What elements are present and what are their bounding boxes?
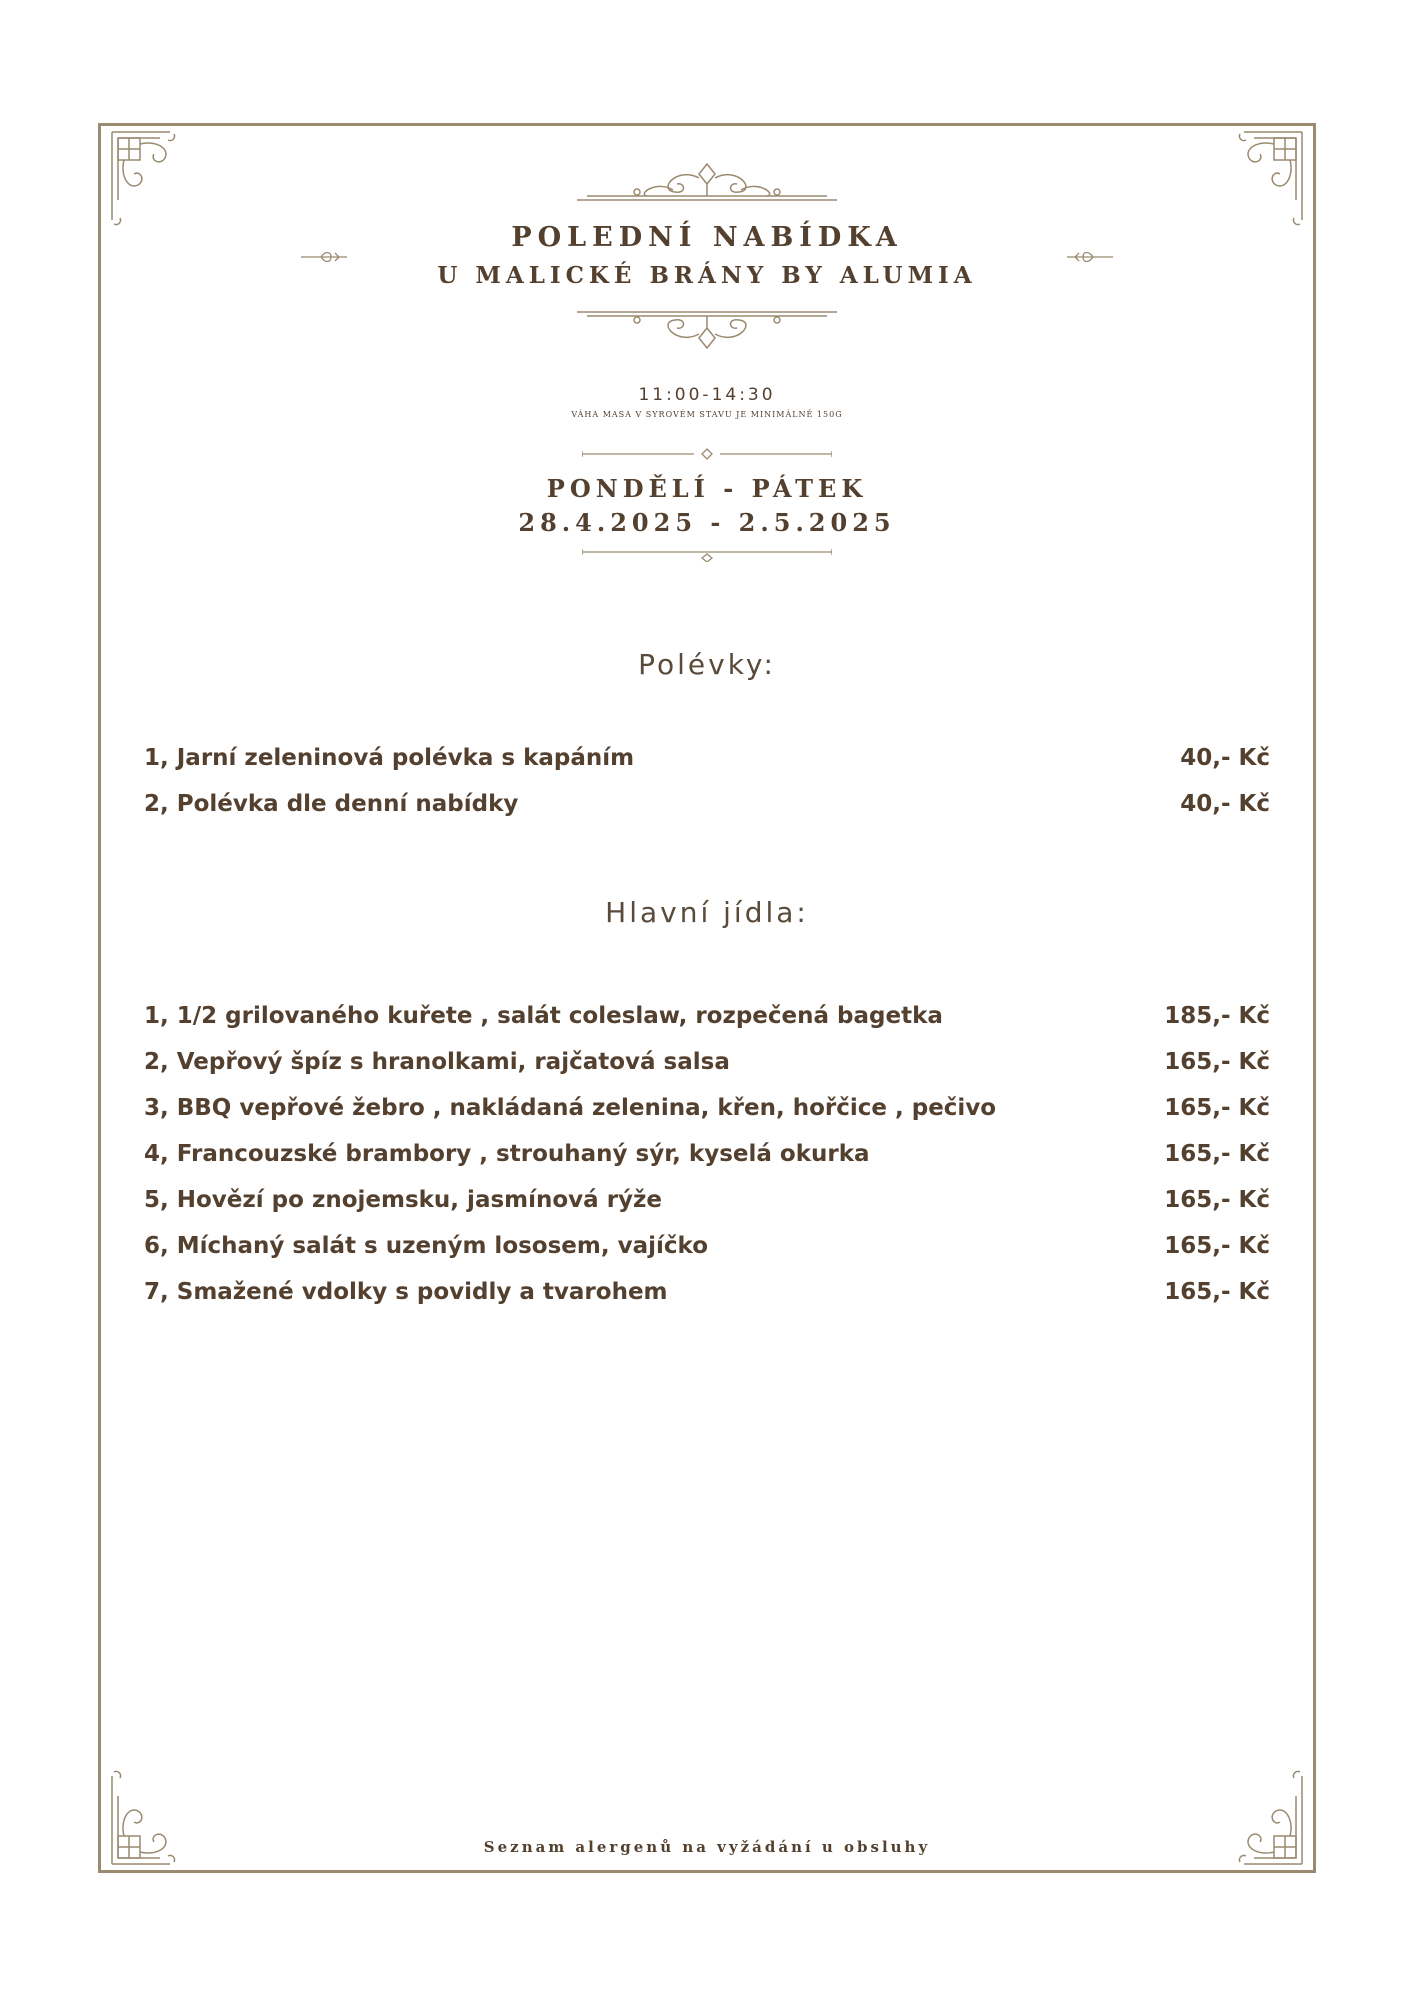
opening-hours: 11:00-14:30 <box>638 385 776 405</box>
weight-note: VÁHA MASA V SYROVÉM STAVU JE MINIMÁLNĚ 150G <box>571 410 843 419</box>
days-range: PONDĚLÍ - PÁTEK <box>546 474 868 503</box>
restaurant-name: U MALICKÉ BRÁNY BY ALUMIA <box>437 262 977 289</box>
dish-name: 2, Polévka dle denní nabídky <box>144 791 519 817</box>
dish-name: 5, Hovězí po znojemsku, jasmínová rýže <box>144 1187 663 1213</box>
corner-ornament-icon <box>110 130 180 230</box>
mains-heading: Hlavní jídla: <box>605 896 809 929</box>
dish-name: 4, Francouzské brambory , strouhaný sýr, kyselá okurka <box>144 1141 870 1167</box>
allergen-note: Seznam alergenů na vyžádání u obsluhy <box>483 1838 931 1856</box>
top-flourish-icon <box>577 160 837 206</box>
dish-price: 165,- Kč <box>1164 1187 1270 1213</box>
dish-price: 165,- Kč <box>1164 1279 1270 1305</box>
dish-name: 7, Smažené vdolky s povidly a tvarohem <box>144 1279 668 1305</box>
menu-title: POLEDNÍ NABÍDKA <box>511 222 903 253</box>
bottom-flourish-icon <box>577 306 837 352</box>
list-item <box>144 735 1270 781</box>
list-item <box>144 993 1270 1039</box>
dish-price: 185,- Kč <box>1164 1003 1270 1029</box>
dish-price: 40,- Kč <box>1180 745 1270 771</box>
list-item <box>144 1131 1270 1177</box>
divider-top-icon <box>582 448 832 460</box>
list-item <box>144 1177 1270 1223</box>
dish-name: 1, Jarní zeleninová polévka s kapáním <box>144 745 635 771</box>
date-range: 28.4.2025 - 2.5.2025 <box>518 508 896 537</box>
soups-heading: Polévky: <box>638 648 776 681</box>
dish-price: 40,- Kč <box>1180 791 1270 817</box>
list-item <box>144 781 1270 827</box>
dish-name: 3, BBQ vepřové žebro , nakládaná zelenina, křen, hořčice , pečivo <box>144 1095 997 1121</box>
dish-price: 165,- Kč <box>1164 1049 1270 1075</box>
list-item <box>144 1269 1270 1315</box>
dish-price: 165,- Kč <box>1164 1233 1270 1259</box>
dish-name: 6, Míchaný salát s uzeným lososem, vajíčko <box>144 1233 709 1259</box>
list-item <box>144 1085 1270 1131</box>
soups-list <box>144 735 1270 827</box>
dish-price: 165,- Kč <box>1164 1095 1270 1121</box>
dish-price: 165,- Kč <box>1164 1141 1270 1167</box>
dish-name: 1, 1/2 grilovaného kuřete , salát coleslaw, rozpečená bagetka <box>144 1003 943 1029</box>
list-item <box>144 1223 1270 1269</box>
list-item <box>144 1039 1270 1085</box>
divider-bottom-icon <box>582 548 832 562</box>
corner-ornament-icon <box>1234 130 1304 230</box>
dish-name: 2, Vepřový špíz s hranolkami, rajčatová salsa <box>144 1049 730 1075</box>
mains-list <box>144 993 1270 1315</box>
